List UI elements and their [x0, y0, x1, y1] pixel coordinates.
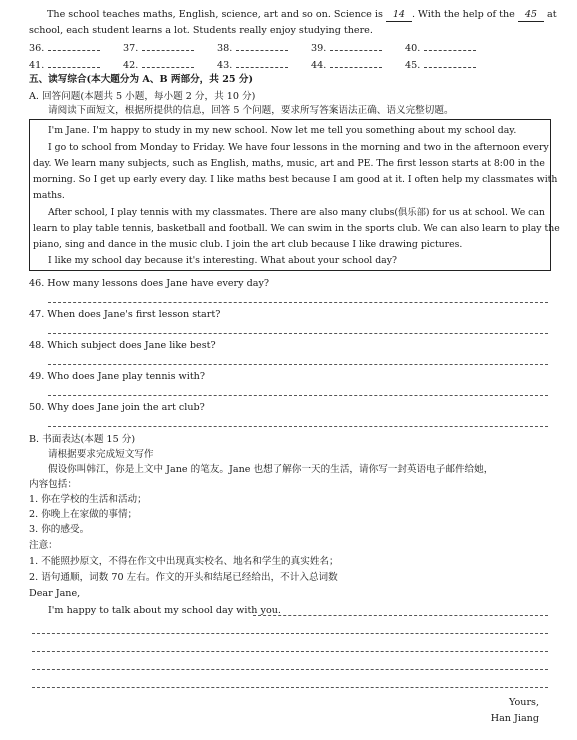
question-48: 48. Which subject does Jane like best? — [29, 340, 216, 351]
content-item-1: 1. 你在学校的生活和活动； — [29, 494, 147, 505]
blank-42[interactable]: 42. — [123, 58, 194, 71]
question-50: 50. Why does Jane join the art club? — [29, 402, 205, 413]
letter-opening: I'm happy to talk about my school day with you. — [48, 605, 281, 616]
passage-p2-line3: morning. So I get up early every day. I like maths best because I am good at it. I often help my classmates with — [33, 174, 558, 185]
writing-line-1[interactable] — [253, 615, 548, 616]
letter-closing: Yours, — [508, 697, 539, 708]
answer-line-49[interactable] — [48, 395, 548, 396]
blank-40[interactable]: 40. — [405, 41, 476, 54]
writing-line-5[interactable] — [32, 687, 548, 688]
note-1: 1. 不能照抄原文，不得在作文中出现真实校名、地名和学生的真实姓名； — [29, 556, 339, 567]
question-46: 46. How many lessons does Jane have every day? — [29, 278, 270, 289]
blank-36[interactable]: 36. — [29, 41, 100, 54]
blank-44[interactable]: 44. — [311, 58, 382, 71]
blank-45[interactable]: 45. — [405, 58, 476, 71]
reading-passage — [29, 119, 560, 271]
blank-row-2 — [29, 58, 549, 72]
answer-line-47[interactable] — [48, 333, 548, 334]
passage-p2-line2: day. We learn many subjects, such as English, maths, music, art and PE. The first lesson starts at 8:00 in the — [33, 158, 545, 169]
passage-p4: I like my school day because it's interesting. What about your school day? — [48, 255, 397, 266]
answer-line-48[interactable] — [48, 364, 548, 365]
intro-line-2: school, each student learns a lot. Students really enjoy studying there. — [29, 25, 373, 36]
part-a-instruction: 请阅读下面短文，根据所提供的信息，回答 5 个问题，要求所写答案语法正确、语义完整切题。 — [48, 105, 454, 116]
blank-41[interactable]: 41. — [29, 58, 100, 71]
letter-signature: Han Jiang — [490, 713, 539, 724]
note-title: 注意： — [29, 540, 58, 551]
blank-43[interactable]: 43. — [217, 58, 288, 71]
letter-greeting: Dear Jane, — [29, 588, 81, 599]
writing-line-2[interactable] — [32, 633, 548, 634]
answer-line-46[interactable] — [48, 302, 548, 303]
writing-line-3[interactable] — [32, 651, 548, 652]
writing-line-4[interactable] — [32, 669, 548, 670]
blank-row-1 — [29, 41, 549, 55]
passage-p2-line4: maths. — [33, 190, 65, 201]
section-five-title: 五、读写综合(本大题分为 A、B 两部分，共 25 分) — [29, 74, 254, 85]
passage-p3-line1: After school, I play tennis with my classmates. There are also many clubs(俱乐部) for us at school. We can — [48, 207, 545, 218]
question-47: 47. When does Jane's first lesson start? — [29, 309, 221, 320]
passage-p3-line3: piano, sing and dance in the music club. I join the art club because I like drawing pictures. — [33, 239, 463, 250]
part-b-prompt-line2: 内容包括： — [29, 479, 77, 490]
question-49: 49. Who does Jane play tennis with? — [29, 371, 205, 382]
passage-p1: I'm Jane. I'm happy to study in my new school. Now let me tell you something about my school day. — [48, 125, 517, 136]
part-b-instruction: 请根据要求完成短文写作 — [48, 449, 154, 460]
answer-14: 14 — [386, 9, 412, 22]
passage-p2-line1: I go to school from Monday to Friday. We have four lessons in the morning and two in the afternoon every — [48, 142, 549, 153]
blank-39[interactable]: 39. — [311, 41, 382, 54]
intro-line-1: The school teaches maths, English, science, art and so on. Science is 14 . With the help of the 45 at — [47, 9, 557, 20]
blank-38[interactable]: 38. — [217, 41, 288, 54]
content-item-2: 2. 你晚上在家做的事情； — [29, 509, 138, 520]
answer-45: 45 — [518, 9, 544, 22]
part-b-title: B. 书面表达(本题 15 分) — [29, 434, 136, 445]
blank-37[interactable]: 37. — [123, 41, 194, 54]
part-b-prompt-line1: 假设你叫韩江，你是上文中 Jane 的笔友。Jane 也想了解你一天的生活，请你写一封英语电子邮件给她， — [48, 464, 494, 475]
answer-line-50[interactable] — [48, 426, 548, 427]
part-a-title: A. 回答问题(本题共 5 小题，每小题 2 分，共 10 分) — [29, 91, 256, 102]
content-item-3: 3. 你的感受。 — [29, 524, 90, 535]
note-2: 2. 语句通顺，词数 70 左右。作文的开头和结尾已经给出，不计入总词数 — [29, 572, 338, 583]
passage-p3-line2: learn to play table tennis, basketball and football. We can swim in the sports club. We can also learn to play the — [33, 223, 560, 234]
